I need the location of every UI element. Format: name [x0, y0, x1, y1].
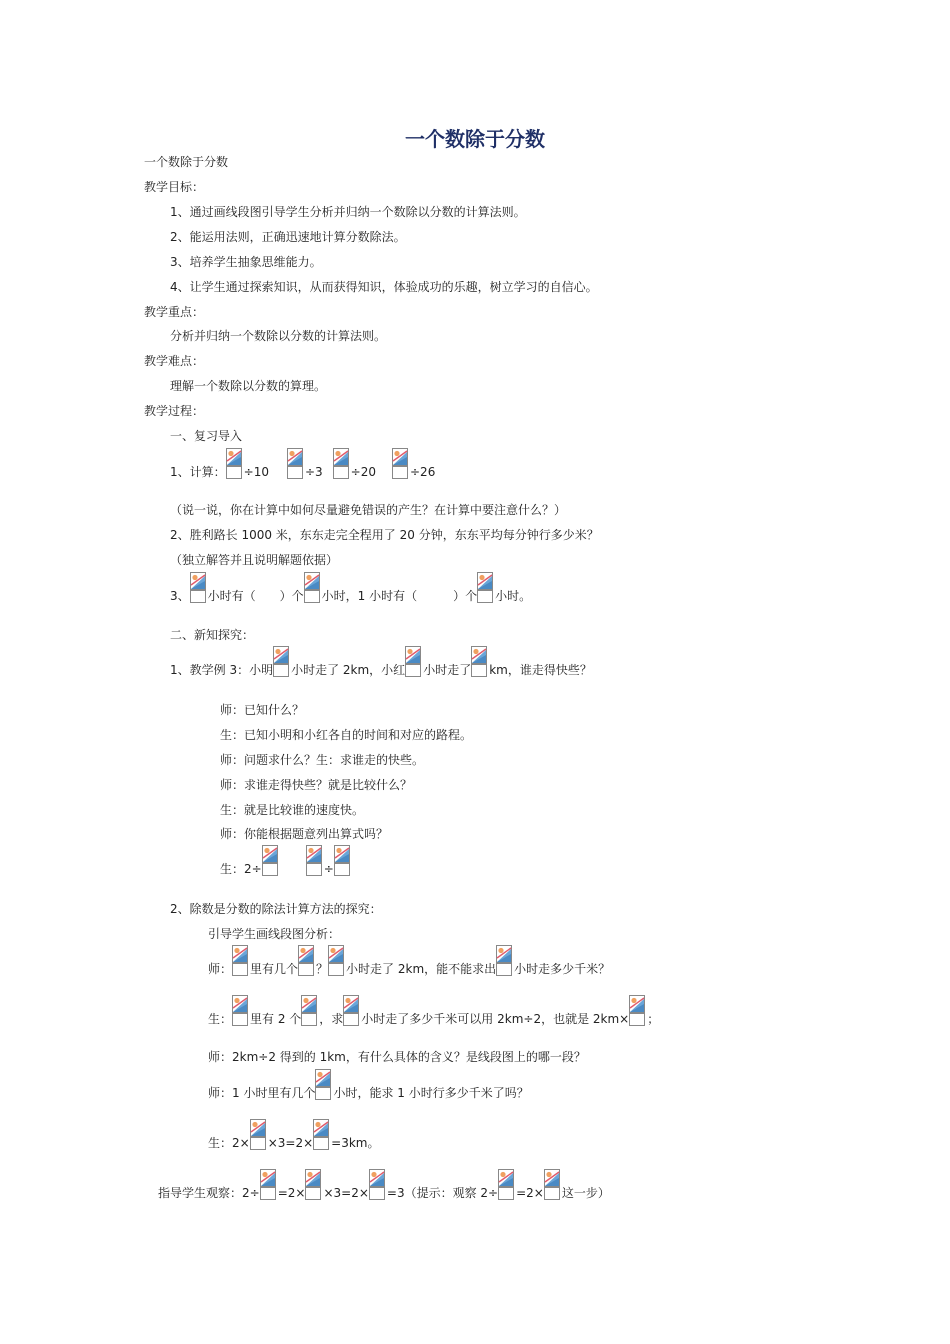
goal-item — [170, 229, 406, 245]
difficulty-text — [170, 378, 326, 394]
example1-text: 小时走了 2km，小红 — [291, 663, 406, 677]
guide-line — [208, 926, 340, 942]
key-label — [144, 304, 204, 320]
section-review-text: 一、复习导入 — [170, 429, 243, 443]
guide-text: 引导学生画线段图分析： — [208, 927, 341, 941]
calc-line — [170, 448, 435, 480]
goal-text: 3、培养学生抽象思维能力。 — [170, 255, 322, 269]
broken-image-icon — [304, 572, 322, 604]
broken-image-icon — [328, 945, 346, 977]
example1-text: 1、教学例 3：小明 — [170, 663, 274, 677]
observe-text: 这一步） — [561, 1186, 610, 1200]
broken-image-icon — [262, 845, 280, 877]
observe-text: =2× — [516, 1186, 544, 1200]
note1 — [170, 502, 566, 518]
student-line-2 — [208, 1119, 379, 1151]
dialog-text: 师：问题求什么？生：求谁走的快些。 — [220, 753, 425, 767]
broken-image-icon — [496, 945, 514, 977]
process-label — [144, 403, 204, 419]
dialog-line — [220, 802, 364, 818]
teacher-text: 小时走多少千米？ — [514, 962, 611, 976]
teacher-text: 师：1 小时里有几个 — [208, 1086, 316, 1100]
broken-image-icon — [305, 1169, 323, 1201]
dialog-line — [220, 702, 304, 718]
broken-image-icon — [334, 845, 352, 877]
broken-image-icon — [369, 1169, 387, 1201]
student-line-1 — [208, 995, 659, 1027]
broken-image-icon — [629, 995, 647, 1027]
difficulty-label-text: 教学难点： — [144, 354, 205, 368]
calc-term: ÷3 — [304, 465, 323, 479]
example2-heading — [170, 901, 382, 917]
formula-line — [220, 845, 352, 877]
student-text: =3km。 — [331, 1136, 380, 1150]
teacher-line-2 — [208, 1049, 586, 1065]
broken-image-icon — [498, 1169, 516, 1201]
observe-text: 指导学生观察：2÷ — [158, 1186, 260, 1200]
teacher-text: 师： — [208, 962, 233, 976]
observe-text: ×3=2× — [323, 1186, 369, 1200]
goals-label — [144, 179, 204, 195]
broken-image-icon — [392, 448, 410, 480]
dialog-text: 师：你能根据题意列出算式吗？ — [220, 827, 389, 841]
student-text: 里有 2 个 — [250, 1012, 302, 1026]
teacher-text: 小时，能求 1 小时行多少千米了吗？ — [333, 1086, 529, 1100]
broken-image-icon — [232, 945, 250, 977]
dialog-line — [220, 826, 388, 842]
dialog-text: 师：求谁走得快些？就是比较什么？ — [220, 778, 413, 792]
goals-label-text: 教学目标： — [144, 180, 205, 194]
goal-item — [170, 204, 526, 220]
broken-image-icon — [250, 1119, 268, 1151]
key-text — [170, 328, 386, 344]
calc-term: ÷26 — [410, 465, 436, 479]
example1-text: 小时走了 — [423, 663, 472, 677]
formula-text: ÷ — [323, 862, 334, 876]
student-text: ； — [647, 1012, 660, 1026]
broken-image-icon — [315, 1069, 333, 1101]
teacher-text: ？ — [316, 962, 329, 976]
calc-term: ÷20 — [350, 465, 376, 479]
heading — [144, 154, 228, 170]
broken-image-icon — [471, 646, 489, 678]
observe-text: =3（提示：观察 2÷ — [386, 1186, 499, 1200]
q3-text: 小时。 — [495, 589, 532, 603]
formula-text: 生：2÷ — [220, 862, 262, 876]
broken-image-icon — [298, 945, 316, 977]
dialog-line — [220, 777, 412, 793]
teacher-line-3 — [208, 1069, 529, 1101]
dialog-text: 师：已知什么？ — [220, 703, 305, 717]
teacher-text: 小时走了 2km，能不能求出 — [346, 962, 497, 976]
q3-text: 3、 — [170, 589, 190, 603]
goal-text: 1、通过画线段图引导学生分析并归纳一个数除以分数的计算法则。 — [170, 205, 526, 219]
broken-image-icon — [405, 646, 423, 678]
q2 — [170, 527, 599, 543]
observe-text: =2× — [277, 1186, 306, 1200]
student-text: 生：2× — [208, 1136, 250, 1150]
calc-prefix: 1、计算： — [170, 465, 226, 479]
calc-term: ÷10 — [243, 465, 269, 479]
example2-text: 2、除数是分数的除法计算方法的探究： — [170, 902, 382, 916]
dialog-text: 生：就是比较谁的速度快。 — [220, 803, 365, 817]
broken-image-icon — [190, 572, 208, 604]
example1-text: km，谁走得快些？ — [489, 663, 592, 677]
page-title: 一个数除于分数 — [405, 127, 545, 151]
broken-image-icon — [287, 448, 305, 480]
goal-item — [170, 254, 322, 270]
dialog-line — [220, 752, 424, 768]
teacher-text: 里有几个 — [250, 962, 299, 976]
q2-text: 2、胜利路长 1000 米，东东走完全程用了 20 分钟，东东平均每分钟行多少米？ — [170, 528, 599, 542]
goal-text: 4、让学生通过探索知识，从而获得知识，体验成功的乐趣，树立学习的自信心。 — [170, 280, 598, 294]
section-explore-text: 二、新知探究： — [170, 628, 255, 642]
dialog-text: 生：已知小明和小红各自的时间和对应的路程。 — [220, 728, 473, 742]
teacher-line-1 — [208, 945, 610, 977]
section-review — [170, 428, 242, 444]
broken-image-icon — [226, 448, 244, 480]
broken-image-icon — [301, 995, 319, 1027]
section-explore — [170, 627, 254, 643]
student-text: ，求 — [319, 1012, 344, 1026]
difficulty-label — [144, 353, 204, 369]
key-label-text: 教学重点： — [144, 305, 205, 319]
goal-item — [170, 279, 598, 295]
broken-image-icon — [343, 995, 361, 1027]
process-label-text: 教学过程： — [144, 404, 205, 418]
note2-text: （独立解答并且说明解题依据） — [170, 553, 339, 567]
key-text-span: 分析并归纳一个数除以分数的计算法则。 — [170, 329, 387, 343]
goal-text: 2、能运用法则，正确迅速地计算分数除法。 — [170, 230, 406, 244]
observe-line — [158, 1169, 610, 1201]
q3-text: 小时，1 小时有（ ）个 — [321, 589, 478, 603]
broken-image-icon — [273, 646, 291, 678]
note2 — [170, 552, 338, 568]
broken-image-icon — [333, 448, 351, 480]
teacher-text: 师：2km÷2 得到的 1km，有什么具体的含义？是线段图上的哪一段？ — [208, 1050, 586, 1064]
broken-image-icon — [313, 1119, 331, 1151]
student-text: ×3=2× — [267, 1136, 314, 1150]
dialog-line — [220, 727, 472, 743]
student-text: 小时走了多少千米可以用 2km÷2，也就是 2km× — [361, 1012, 630, 1026]
difficulty-text-span: 理解一个数除以分数的算理。 — [170, 379, 327, 393]
broken-image-icon — [306, 845, 324, 877]
q3-text: 小时有（ ）个 — [207, 589, 304, 603]
broken-image-icon — [232, 995, 250, 1027]
broken-image-icon — [477, 572, 495, 604]
heading-text: 一个数除于分数 — [144, 155, 229, 169]
note1-text: （说一说，你在计算中如何尽量避免错误的产生？在计算中要注意什么？） — [170, 503, 567, 517]
broken-image-icon — [544, 1169, 562, 1201]
student-text: 生： — [208, 1012, 233, 1026]
example1-line — [170, 646, 592, 678]
q3-line — [170, 572, 531, 604]
broken-image-icon — [260, 1169, 278, 1201]
